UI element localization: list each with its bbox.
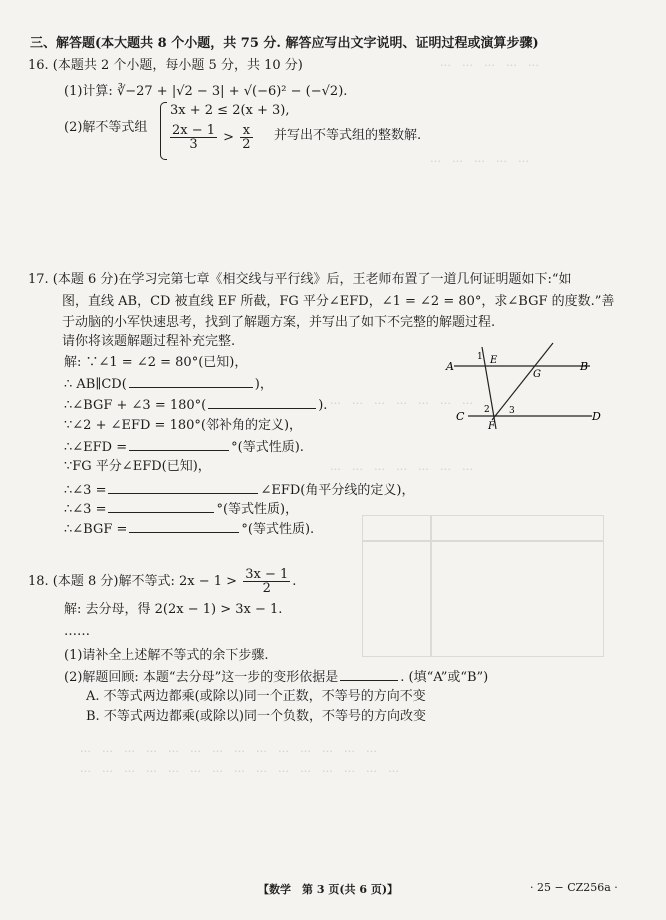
point-label-e: E: [490, 355, 498, 366]
proof-step-text: ∴∠3 =: [64, 502, 107, 517]
fraction: [243, 568, 290, 595]
proof-step-text: )，: [254, 377, 273, 392]
angle-label-3: 3: [509, 406, 515, 416]
line-fg: [492, 343, 553, 420]
fraction: [240, 124, 252, 151]
point-label-f: F: [488, 421, 495, 432]
answer-blank[interactable]: [340, 668, 398, 681]
q18-ellipsis: ……: [64, 624, 90, 639]
q18-part2-text: . (填“A”或“B”): [400, 670, 489, 685]
q16-part1: [64, 84, 347, 100]
inequality-system-brace: [160, 102, 167, 160]
bleed-through-text: … … … … …: [430, 152, 529, 165]
q16-inequality-2: [168, 124, 255, 151]
q18-option-b: B. 不等式两边都乘(或除以)同一个负数，不等号的方向改变: [86, 709, 426, 724]
angle-label-1: 1: [477, 352, 483, 362]
page-footer-center: 【数学 第 3 页(共 6 页)】: [258, 883, 399, 896]
q16-header: 16. (本题共 2 个小题，每小题 5 分，共 10 分): [28, 58, 303, 73]
page-footer-code: · 25 − CZ256a ·: [530, 881, 618, 894]
fraction-numerator: 2x − 1: [172, 123, 216, 138]
fraction-numerator: 3x − 1: [245, 567, 289, 582]
q16-part1-expression: ∛−27 + |√2 − 3| + √(−6)² − (−√2).: [116, 84, 348, 99]
q16-part1-label: (1)计算:: [64, 84, 113, 99]
q16-part2-instruction: 并写出不等式组的整数解.: [274, 128, 422, 143]
angle-label-2: 2: [484, 405, 490, 415]
proof-step-text: °(等式性质)，: [216, 502, 299, 517]
bleed-through-text: … … … … … … …: [330, 394, 473, 407]
point-label-d: D: [592, 410, 601, 423]
q17-text-line: 请你将该题解题过程补充完整.: [62, 334, 236, 349]
proof-step: [64, 375, 273, 393]
greater-than-sign: >: [223, 130, 235, 145]
proof-step: [64, 481, 414, 499]
bleed-through-table: [362, 540, 604, 542]
proof-step-text: ∴∠BGF + ∠3 = 180°(: [64, 398, 207, 413]
q18-problem-text: 18. (本题 8 分)解不等式: 2x − 1 >: [28, 574, 238, 589]
bleed-through-text: … … … … … … … … … … … … … …: [80, 742, 377, 755]
proof-step: ∵FG 平分∠EFD(已知)，: [64, 459, 211, 474]
fraction-denominator: 2: [262, 581, 271, 596]
q18-part2: [64, 668, 488, 686]
proof-step-text: ).: [318, 398, 328, 413]
point-label-b: B: [580, 360, 589, 373]
q18-part1: (1)请补全上述解不等式的余下步骤.: [64, 648, 269, 663]
fraction-denominator: 3: [189, 137, 198, 152]
q17-text-line: 于动脑的小军快速思考，找到了解题方案，并写出了如下不完整的解题过程.: [62, 315, 496, 330]
q17-text-line: 17. (本题 6 分)在学习完第七章《相交线与平行线》后，王老师布置了一道几何证明题如下:“如: [28, 272, 572, 287]
q18-option-a: A. 不等式两边都乘(或除以)同一个正数，不等号的方向不变: [86, 689, 426, 704]
proof-step-text: ∴∠BGF =: [64, 522, 128, 537]
q17-text-line: 图，直线 AB，CD 被直线 EF 所截，FG 平分∠EFD，∠1 = ∠2 = 80°，求∠BGF 的度数.”善: [62, 294, 615, 309]
geometry-figure: [440, 335, 610, 435]
proof-step: [64, 520, 314, 538]
proof-step-text: ∠EFD(角平分线的定义)，: [260, 483, 415, 498]
proof-step-text: ∴∠EFD =: [64, 440, 128, 455]
q18-header: [28, 568, 296, 595]
q18-part2-text: (2)解题回顾: 本题“去分母”这一步的变形依据是: [64, 670, 339, 685]
bleed-through-table: [430, 515, 432, 657]
fraction-numerator: x: [240, 124, 252, 138]
bleed-through-text: … … … … … … … … … … … … … … …: [80, 762, 399, 775]
answer-blank[interactable]: [108, 481, 258, 494]
q18-problem-end: .: [292, 574, 297, 589]
proof-step: [64, 396, 327, 414]
proof-step: [64, 500, 298, 518]
answer-blank[interactable]: [108, 500, 214, 513]
answer-blank[interactable]: [208, 396, 316, 409]
proof-step-text: ∴∠3 =: [64, 483, 107, 498]
proof-step: 解: ∵∠1 = ∠2 = 80°(已知)，: [64, 355, 248, 370]
fraction: [170, 124, 217, 151]
section-title: 三、解答题(本大题共 8 个小题，共 75 分. 解答应写出文字说明、证明过程或演算步骤): [30, 36, 539, 51]
q16-part2-label: (2)解不等式组: [64, 120, 148, 135]
bleed-through-table: [362, 515, 604, 657]
answer-blank[interactable]: [129, 520, 239, 533]
proof-step-text: °(等式性质).: [241, 522, 315, 537]
proof-step-text: ∴ AB∥CD(: [64, 377, 127, 392]
proof-step: [64, 438, 304, 456]
point-label-g: G: [533, 369, 541, 380]
point-label-a: A: [446, 360, 454, 373]
q18-solution-start: 解: 去分母，得 2(2x − 1) > 3x − 1.: [64, 602, 283, 617]
answer-blank[interactable]: [129, 438, 229, 451]
proof-step-text: °(等式性质).: [231, 440, 304, 455]
q16-inequality-1: 3x + 2 ≤ 2(x + 3),: [170, 103, 290, 118]
answer-blank[interactable]: [129, 375, 253, 388]
fraction-denominator: 2: [242, 137, 251, 152]
bleed-through-text: … … … … …: [440, 56, 539, 69]
bleed-through-text: … … … … … … …: [330, 460, 473, 473]
point-label-c: C: [456, 410, 465, 423]
proof-step: ∵∠2 + ∠EFD = 180°(邻补角的定义)，: [64, 418, 303, 433]
